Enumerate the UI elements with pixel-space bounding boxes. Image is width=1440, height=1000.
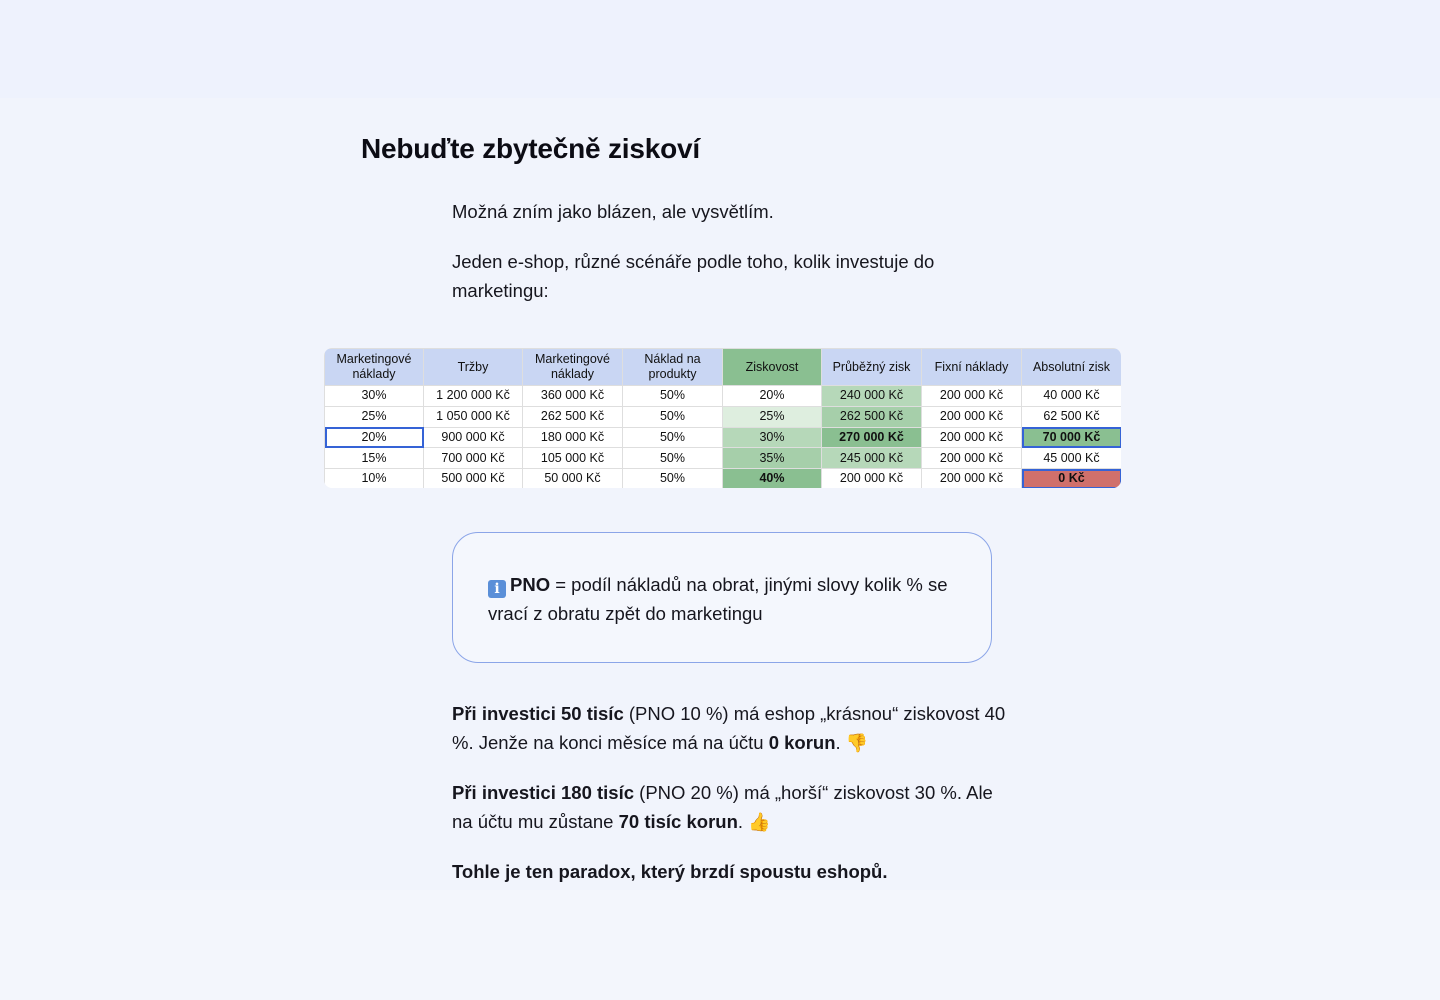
header-profitability: Ziskovost	[723, 349, 822, 386]
cell-profitability[interactable]: 25%	[723, 406, 822, 427]
cell-running-profit[interactable]: 270 000 Kč	[822, 427, 922, 448]
cell-running-profit[interactable]: 240 000 Kč	[822, 386, 922, 407]
table-row	[325, 406, 1122, 427]
invest-180-period: .	[737, 811, 744, 832]
cell-absolute-profit[interactable]: 62 500 Kč	[1022, 406, 1122, 427]
table-row	[325, 427, 1122, 448]
table-row	[325, 469, 1122, 489]
header-product-cost: Náklad na produkty	[623, 349, 723, 386]
cell-marketing[interactable]: 25%	[325, 406, 424, 427]
table-row	[325, 386, 1122, 407]
cell-marketing-costs[interactable]: 262 500 Kč	[523, 406, 623, 427]
cell-revenue[interactable]: 700 000 Kč	[424, 448, 523, 469]
top-band	[0, 0, 1440, 98]
cell-product-cost[interactable]: 50%	[623, 469, 723, 489]
cell-fixed-costs[interactable]: 200 000 Kč	[922, 448, 1022, 469]
header-marketing: Marketingové náklady	[325, 349, 424, 386]
header-revenue: Tržby	[424, 349, 523, 386]
header-marketing-costs: Marketingové náklady	[523, 349, 623, 386]
table-row	[325, 448, 1122, 469]
cell-product-cost[interactable]: 50%	[623, 427, 723, 448]
cell-product-cost[interactable]: 50%	[623, 406, 723, 427]
thumbs-up-icon: 👍	[748, 812, 771, 833]
page-title: Nebuďte zbytečně ziskoví	[361, 133, 700, 164]
cell-revenue[interactable]: 500 000 Kč	[424, 469, 523, 489]
cell-absolute-profit-zero[interactable]: 0 Kč	[1022, 469, 1122, 489]
intro-paragraph: Možná zním jako blázen, ale vysvětlím.	[452, 201, 774, 222]
cell-running-profit[interactable]: 200 000 Kč	[822, 469, 922, 489]
cell-fixed-costs[interactable]: 200 000 Kč	[922, 406, 1022, 427]
cell-revenue[interactable]: 1 200 000 Kč	[424, 386, 523, 407]
callout-text	[488, 570, 968, 628]
table-header-row	[325, 349, 1122, 386]
invest-50-paragraph	[452, 699, 1012, 758]
cell-marketing[interactable]: 15%	[325, 448, 424, 469]
paradox-paragraph: Tohle je ten paradox, který brzdí spoustu eshopů.	[452, 861, 888, 882]
cell-fixed-costs[interactable]: 200 000 Kč	[922, 386, 1022, 407]
cell-absolute-profit-highlight[interactable]: 70 000 Kč	[1022, 427, 1122, 448]
scenario-table-grid	[324, 348, 1121, 488]
invest-180-text: (PNO 20 %) má „horší“ ziskovost 30 %. Ale na účtu mu zůstane	[452, 782, 993, 832]
bottom-band	[0, 890, 1440, 1000]
scenario-paragraph: Jeden e-shop, různé scénáře podle toho, kolik investuje do marketingu:	[452, 251, 935, 301]
header-absolute-profit: Absolutní zisk	[1022, 349, 1122, 386]
pno-term: PNO	[510, 574, 551, 595]
cell-marketing-costs[interactable]: 180 000 Kč	[523, 427, 623, 448]
pno-definition: = podíl nákladů na obrat, jinými slovy kolik % se vrací z obratu zpět do marketingu	[488, 574, 948, 624]
cell-profitability[interactable]: 40%	[723, 469, 822, 489]
cell-product-cost[interactable]: 50%	[623, 386, 723, 407]
cell-profitability[interactable]: 20%	[723, 386, 822, 407]
cell-marketing[interactable]: 10%	[325, 469, 424, 489]
header-running-profit: Průběžný zisk	[822, 349, 922, 386]
cell-absolute-profit[interactable]: 40 000 Kč	[1022, 386, 1122, 407]
cell-profitability[interactable]: 30%	[723, 427, 822, 448]
pno-info-callout	[452, 532, 992, 663]
cell-absolute-profit[interactable]: 45 000 Kč	[1022, 448, 1122, 469]
cell-fixed-costs[interactable]: 200 000 Kč	[922, 469, 1022, 489]
cell-fixed-costs[interactable]: 200 000 Kč	[922, 427, 1022, 448]
cell-marketing[interactable]: 30%	[325, 386, 424, 407]
cell-marketing-costs[interactable]: 360 000 Kč	[523, 386, 623, 407]
cell-revenue[interactable]: 1 050 000 Kč	[424, 406, 523, 427]
cell-marketing-selected[interactable]: 20%	[325, 427, 424, 448]
cell-marketing-costs[interactable]: 50 000 Kč	[523, 469, 623, 489]
cell-marketing-costs[interactable]: 105 000 Kč	[523, 448, 623, 469]
info-icon: i	[488, 580, 506, 598]
scenario-table	[324, 348, 1121, 488]
invest-50-lead: Při investici 50 tisíc	[452, 703, 624, 724]
invest-180-result: 70 tisíc korun	[618, 811, 738, 832]
invest-50-text: (PNO 10 %) má eshop „krásnou“ ziskovost 40 %. Jenže na konci měsíce má na účtu	[452, 703, 1006, 753]
header-fixed-costs: Fixní náklady	[922, 349, 1022, 386]
invest-50-period: .	[835, 732, 841, 753]
cell-running-profit[interactable]: 245 000 Kč	[822, 448, 922, 469]
thumbs-down-icon: 👎	[845, 733, 869, 754]
cell-product-cost[interactable]: 50%	[623, 448, 723, 469]
cell-profitability[interactable]: 35%	[723, 448, 822, 469]
cell-running-profit[interactable]: 262 500 Kč	[822, 406, 922, 427]
invest-50-result: 0 korun	[768, 732, 836, 753]
invest-180-paragraph	[452, 778, 1012, 837]
cell-revenue[interactable]: 900 000 Kč	[424, 427, 523, 448]
invest-180-lead: Při investici 180 tisíc	[452, 782, 635, 803]
